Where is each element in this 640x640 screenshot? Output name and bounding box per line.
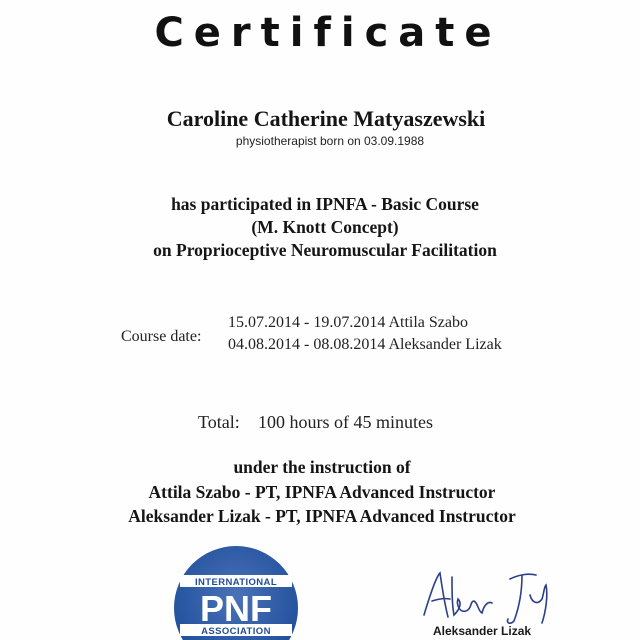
course-line: (M. Knott Concept) (251, 217, 399, 237)
recipient-detail: physiotherapist born on 03.09.1988 (235, 134, 425, 148)
signature-label: Aleksander Lizak (433, 624, 532, 638)
course-date-row: 15.07.2014 - 19.07.2014 Attila Szabo (228, 314, 468, 331)
course-line: has participated in IPNFA - Basic Course (171, 194, 479, 214)
course-line: on Proprioceptive Neuromuscular Facilitation (153, 240, 497, 260)
logo-top-text: INTERNATIONAL (194, 577, 278, 588)
total-value: 100 hours of 45 minutes (258, 412, 433, 432)
logo-bottom-text: ASSOCIATION (201, 626, 271, 637)
instructor-line: Aleksander Lizak - PT, IPNFA Advanced Instructor (128, 506, 516, 526)
instruction-line: under the instruction of (233, 457, 411, 477)
pnf-association-logo (173, 545, 299, 640)
signature-stroke (452, 577, 492, 615)
certificate-title: Certificate (154, 10, 502, 56)
signature-stroke (507, 574, 546, 623)
total-label: Total: (198, 412, 240, 432)
course-date-label: Course date: (121, 328, 202, 345)
course-date-row: 04.08.2014 - 08.08.2014 Aleksander Lizak (228, 336, 502, 353)
logo-main-text: PNF (200, 588, 272, 629)
handwritten-signature (418, 565, 568, 627)
instructor-line: Attila Szabo - PT, IPNFA Advanced Instructor (148, 482, 496, 502)
recipient-name: Caroline Catherine Matyaszewski (166, 106, 486, 131)
signature-stroke (424, 573, 450, 617)
